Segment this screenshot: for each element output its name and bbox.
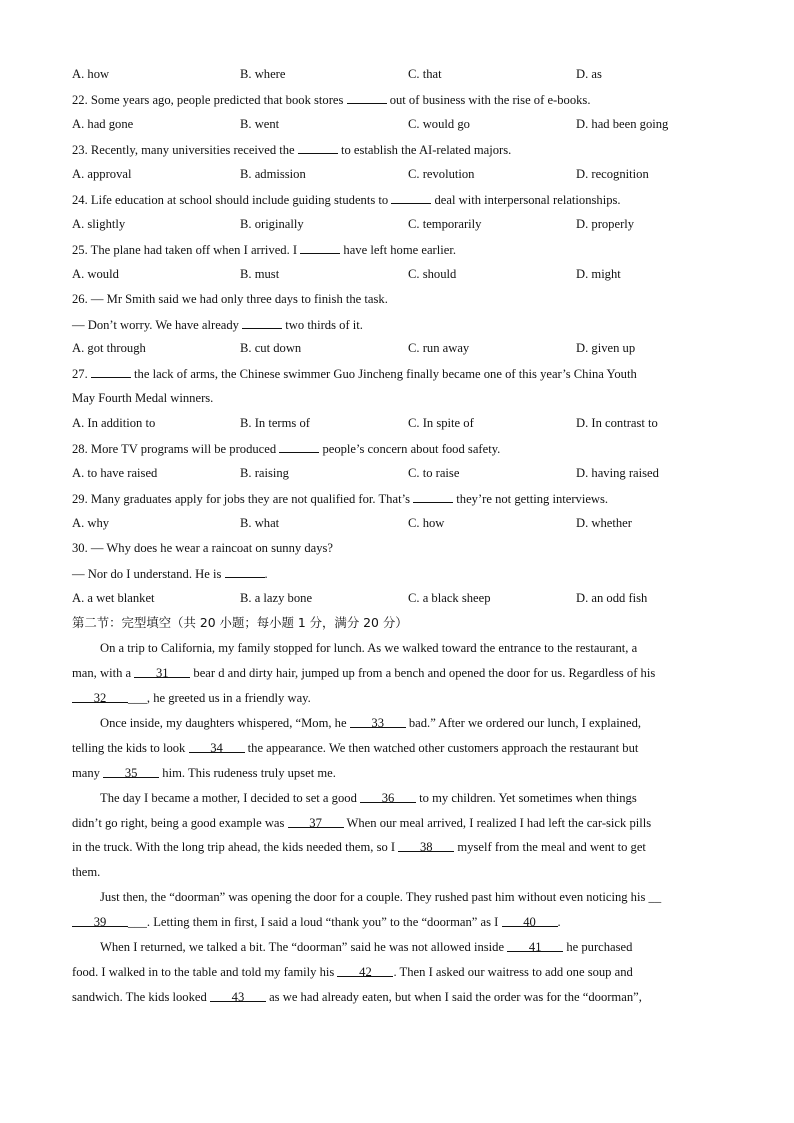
blank xyxy=(91,365,131,378)
text-line xyxy=(72,91,590,108)
text-line xyxy=(72,665,655,681)
blank: 41 xyxy=(507,939,563,952)
text-span: in the truck. With the long trip ahead, the kids needed them, so I xyxy=(72,840,399,854)
option-d: D. might xyxy=(576,267,621,281)
option-d: D. an odd fish xyxy=(576,591,648,605)
blank: 38 xyxy=(398,839,454,852)
option-b: B. must xyxy=(240,267,280,281)
text-span: bear d and dirty hair, jumped up from a bench and opened the door for us. Regardless of his xyxy=(190,666,656,680)
blank: 42 xyxy=(337,964,393,977)
section-heading xyxy=(72,615,408,631)
option-d: D. as xyxy=(576,67,602,81)
blank xyxy=(242,316,282,329)
option-c: C. In spite of xyxy=(408,416,474,430)
text-span: bad.” After we ordered our lunch, I explained, xyxy=(405,716,642,730)
blank xyxy=(298,141,338,154)
text-line xyxy=(72,141,511,158)
option-a: A. would xyxy=(72,267,119,281)
option-b: B. a lazy bone xyxy=(240,591,313,605)
text-line xyxy=(100,640,637,656)
text-line xyxy=(100,889,661,905)
text-line xyxy=(100,939,632,955)
text-span: as we had already eaten, but when I said the order was for the “doorman”, xyxy=(265,990,642,1004)
option-b: B. admission xyxy=(240,167,306,181)
text-span: . xyxy=(557,915,561,929)
text-span: telling the kids to look xyxy=(72,741,189,755)
text-line xyxy=(72,914,561,930)
text-span: When I returned, we talked a bit. The “doorman” said he was not allowed inside xyxy=(100,940,508,954)
text-line xyxy=(72,964,633,980)
text-span: he purchased xyxy=(563,940,633,954)
text-span: 25. The plane had taken off when I arrived. I xyxy=(72,243,301,257)
text-line xyxy=(72,815,651,831)
option-c: C. how xyxy=(408,516,445,530)
text-line xyxy=(72,390,213,406)
text-line xyxy=(72,291,388,307)
blank xyxy=(225,565,265,578)
blank: 36 xyxy=(360,790,416,803)
text-span: 第二节：完型填空（共 20 小题；每小题 1 分，满分 20 分） xyxy=(72,615,408,630)
text-span: — Nor do I understand. He is xyxy=(72,567,225,581)
option-a: A. a wet blanket xyxy=(72,591,155,605)
option-b: B. In terms of xyxy=(240,416,310,430)
text-span: myself from the meal and went to get xyxy=(454,840,646,854)
text-span: 30. — Why does he wear a raincoat on sunny days? xyxy=(72,541,334,555)
text-span: 28. More TV programs will be produced xyxy=(72,442,280,456)
blank: 32 xyxy=(72,690,128,703)
blank: 35 xyxy=(103,765,159,778)
text-span: The day I became a mother, I decided to set a good xyxy=(100,791,361,805)
text-line xyxy=(72,440,500,457)
option-a: A. had gone xyxy=(72,117,134,131)
blank: 40 xyxy=(502,914,558,927)
text-span: On a trip to California, my family stopped for lunch. As we walked toward the entrance to the restaurant, a xyxy=(100,641,638,655)
text-span: have left home earlier. xyxy=(340,243,456,257)
option-d: D. having raised xyxy=(576,466,659,480)
text-span: man, with a xyxy=(72,666,135,680)
option-a: A. In addition to xyxy=(72,416,156,430)
text-line xyxy=(72,241,456,258)
text-line xyxy=(72,191,621,208)
blank xyxy=(347,91,387,104)
text-span: the appearance. We then watched other customers approach the restaurant but xyxy=(244,741,639,755)
option-a: A. got through xyxy=(72,341,146,355)
option-d: D. recognition xyxy=(576,167,649,181)
option-b: B. what xyxy=(240,516,280,530)
text-span: . xyxy=(264,567,268,581)
text-span: two thirds of it. xyxy=(282,318,363,332)
text-line xyxy=(72,740,638,756)
option-c: C. a black sheep xyxy=(408,591,491,605)
text-line xyxy=(72,765,336,781)
text-span: — Don’t worry. We have already xyxy=(72,318,243,332)
text-span: didn’t go right, being a good example was xyxy=(72,816,288,830)
blank xyxy=(300,241,340,254)
text-span: food. I walked in to the table and told my family his xyxy=(72,965,338,979)
text-line xyxy=(72,690,311,706)
text-span: Once inside, my daughters whispered, “Mom, he xyxy=(100,716,350,730)
text-line xyxy=(72,989,642,1005)
option-c: C. revolution xyxy=(408,167,475,181)
text-span: to establish the AI-related majors. xyxy=(337,143,512,157)
option-a: A. approval xyxy=(72,167,132,181)
text-span: ___, he greeted us in a friendly way. xyxy=(128,691,311,705)
text-span: 26. — Mr Smith said we had only three days to finish the task. xyxy=(72,292,388,306)
text-line xyxy=(72,565,268,582)
option-c: C. that xyxy=(408,67,442,81)
blank: 43 xyxy=(210,989,266,1002)
option-b: B. went xyxy=(240,117,280,131)
text-span: 29. Many graduates apply for jobs they are not qualified for. That’s xyxy=(72,492,414,506)
text-line xyxy=(100,790,637,806)
text-span: him. This rudeness truly upset me. xyxy=(159,766,336,780)
text-line xyxy=(72,365,637,382)
text-span: 27. xyxy=(72,367,91,381)
text-line xyxy=(72,864,100,880)
text-span: to my children. Yet sometimes when things xyxy=(416,791,637,805)
text-span: May Fourth Medal winners. xyxy=(72,391,214,405)
text-span: many xyxy=(72,766,104,780)
option-a: A. why xyxy=(72,516,110,530)
text-span: 23. Recently, many universities received the xyxy=(72,143,298,157)
blank xyxy=(279,440,319,453)
blank: 39 xyxy=(72,914,128,927)
text-span: people’s concern about food safety. xyxy=(319,442,501,456)
text-span: them. xyxy=(72,865,101,879)
option-d: D. In contrast to xyxy=(576,416,658,430)
blank xyxy=(413,490,453,503)
text-line xyxy=(72,490,608,507)
option-b: B. raising xyxy=(240,466,289,480)
text-span: out of business with the rise of e-books. xyxy=(386,93,591,107)
blank: 34 xyxy=(189,740,245,753)
option-b: B. originally xyxy=(240,217,304,231)
text-span: ___. Letting them in first, I said a loud “thank you” to the “doorman” as I xyxy=(128,915,502,929)
blank: 33 xyxy=(350,715,406,728)
option-d: D. given up xyxy=(576,341,636,355)
text-span: the lack of arms, the Chinese swimmer Guo Jincheng finally became one of this year’s China Youth xyxy=(130,367,637,381)
option-b: B. where xyxy=(240,67,286,81)
text-line xyxy=(72,316,363,333)
text-line xyxy=(72,540,333,556)
option-c: C. should xyxy=(408,267,457,281)
option-d: D. properly xyxy=(576,217,635,231)
blank: 37 xyxy=(288,815,344,828)
option-a: A. to have raised xyxy=(72,466,158,480)
text-span: . Then I asked our waitress to add one soup and xyxy=(393,965,633,979)
option-c: C. to raise xyxy=(408,466,460,480)
text-line xyxy=(100,715,641,731)
text-span: Just then, the “doorman” was opening the door for a couple. They rushed past him without even noticing his __ xyxy=(100,890,662,904)
text-span: When our meal arrived, I realized I had left the car-sick pills xyxy=(343,816,652,830)
option-a: A. slightly xyxy=(72,217,126,231)
option-b: B. cut down xyxy=(240,341,302,355)
option-c: C. would go xyxy=(408,117,470,131)
text-span: they’re not getting interviews. xyxy=(453,492,609,506)
blank xyxy=(391,191,431,204)
text-span: deal with interpersonal relationships. xyxy=(431,193,621,207)
option-c: C. run away xyxy=(408,341,470,355)
blank: 31 xyxy=(134,665,190,678)
option-d: D. whether xyxy=(576,516,632,530)
option-d: D. had been going xyxy=(576,117,669,131)
text-span: 22. Some years ago, people predicted that book stores xyxy=(72,93,347,107)
text-line xyxy=(72,839,646,855)
text-span: 24. Life education at school should include guiding students to xyxy=(72,193,392,207)
option-a: A. how xyxy=(72,67,110,81)
option-c: C. temporarily xyxy=(408,217,482,231)
text-span: sandwich. The kids looked xyxy=(72,990,210,1004)
